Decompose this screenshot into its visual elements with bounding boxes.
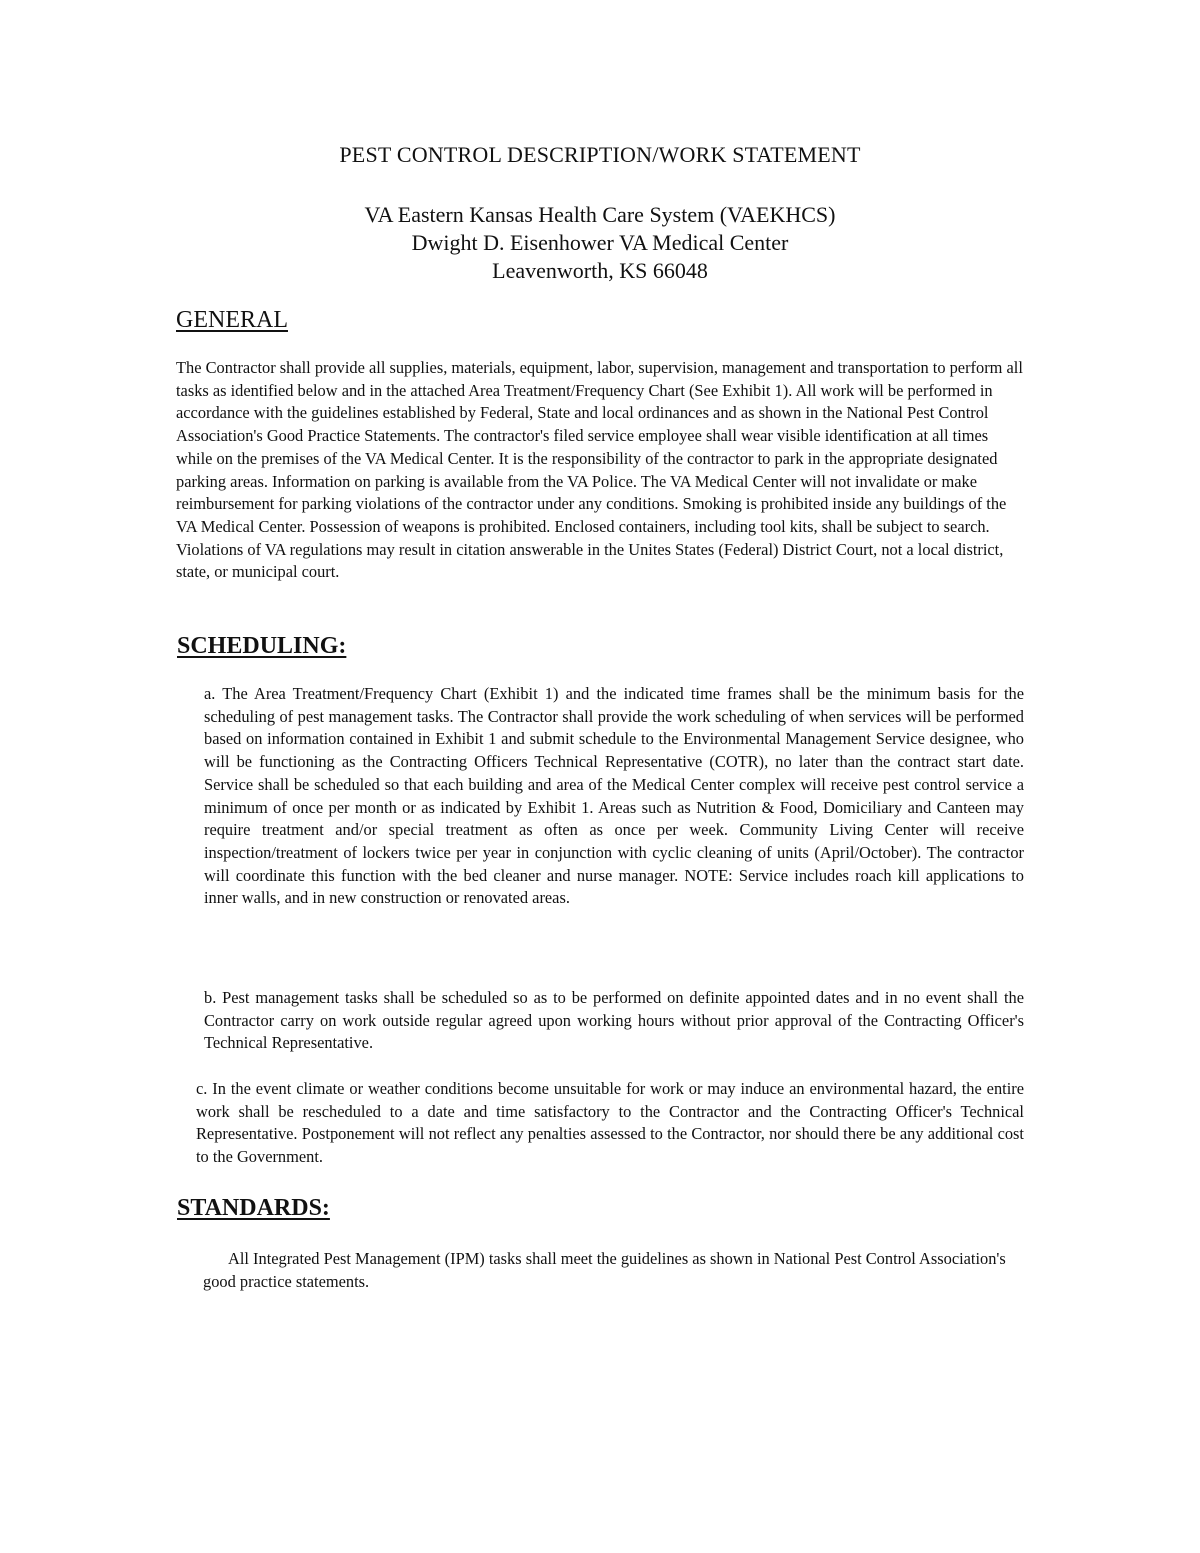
- scheduling-item-b: b. Pest management tasks shall be scheduled so as to be performed on definite appointed dates and in no event shall the Contractor carry on work outside regular agreed upon working hours without prior approval of the Contracting Officer's Technical Representative.: [204, 988, 1024, 1053]
- document-title: PEST CONTROL DESCRIPTION/WORK STATEMENT: [339, 142, 861, 167]
- general-paragraph: The Contractor shall provide all supplies, materials, equipment, labor, supervision, management and transportation to perform all tasks as identified below and in the attached Area Treatment/Frequency Chart (See Exhibit 1). All work will be performed in accordance with the guidelines established by Federal, State and local ordinances and as shown in the National Pest Control Association's Good Practice Statements. The contractor's filed service employee shall wear visible identification at all times while on the premises of the VA Medical Center. It is the responsibility of the contractor to park in the appropriate designated parking areas. Information on parking is available from the VA Police. The VA Medical Center will not invalidate or make reimbursement for parking violations of the contractor under any conditions. Smoking is prohibited inside any buildings of the VA Medical Center. Possession of weapons is prohibited. Enclosed containers, including tool kits, shall be subject to search. Violations of VA regulations may result in citation answerable in the Unites States (Federal) District Court, not a local district, state, or municipal court.: [176, 358, 1023, 582]
- facility-name: Dwight D. Eisenhower VA Medical Center: [411, 230, 789, 255]
- organization-name: VA Eastern Kansas Health Care System (VAEKHCS): [364, 202, 836, 227]
- standards-paragraph: All Integrated Pest Management (IPM) tasks shall meet the guidelines as shown in National Pest Control Association's good practice statements.: [203, 1249, 1006, 1291]
- facility-location: Leavenworth, KS 66048: [492, 258, 708, 283]
- standards-heading: STANDARDS:: [177, 1195, 330, 1221]
- scheduling-item-c: c. In the event climate or weather conditions become unsuitable for work or may induce an environmental hazard, the entire work shall be rescheduled to a date and time satisfactory to the Contractor and the Contracting Officer's Technical Representative. Postponement will not reflect any penalties assessed to the Contractor, nor should there be any additional cost to the Government.: [196, 1079, 1024, 1167]
- scheduling-heading: SCHEDULING:: [177, 633, 347, 659]
- scheduling-item-a: a. The Area Treatment/Frequency Chart (Exhibit 1) and the indicated time frames shall be the minimum basis for the scheduling of pest management tasks. The Contractor shall provide the work scheduling of when services will be performed based on information contained in Exhibit 1 and submit schedule to the Environmental Management Service designee, who will be functioning as the Contracting Officers Technical Representative (COTR), no later than the contract start date. Service shall be scheduled so that each building and area of the Medical Center complex will receive pest control service a minimum of once per month or as indicated by Exhibit 1. Areas such as Nutrition & Food, Domiciliary and Canteen may require treatment and/or special treatment as often as once per week. Community Living Center will receive inspection/treatment of lockers twice per year in conjunction with cyclic cleaning of units (April/October). The contractor will coordinate this function with the bed cleaner and nurse manager. NOTE: Service includes roach kill applications to inner walls, and in new construction or renovated areas.: [204, 684, 1024, 908]
- general-heading: GENERAL: [176, 307, 288, 333]
